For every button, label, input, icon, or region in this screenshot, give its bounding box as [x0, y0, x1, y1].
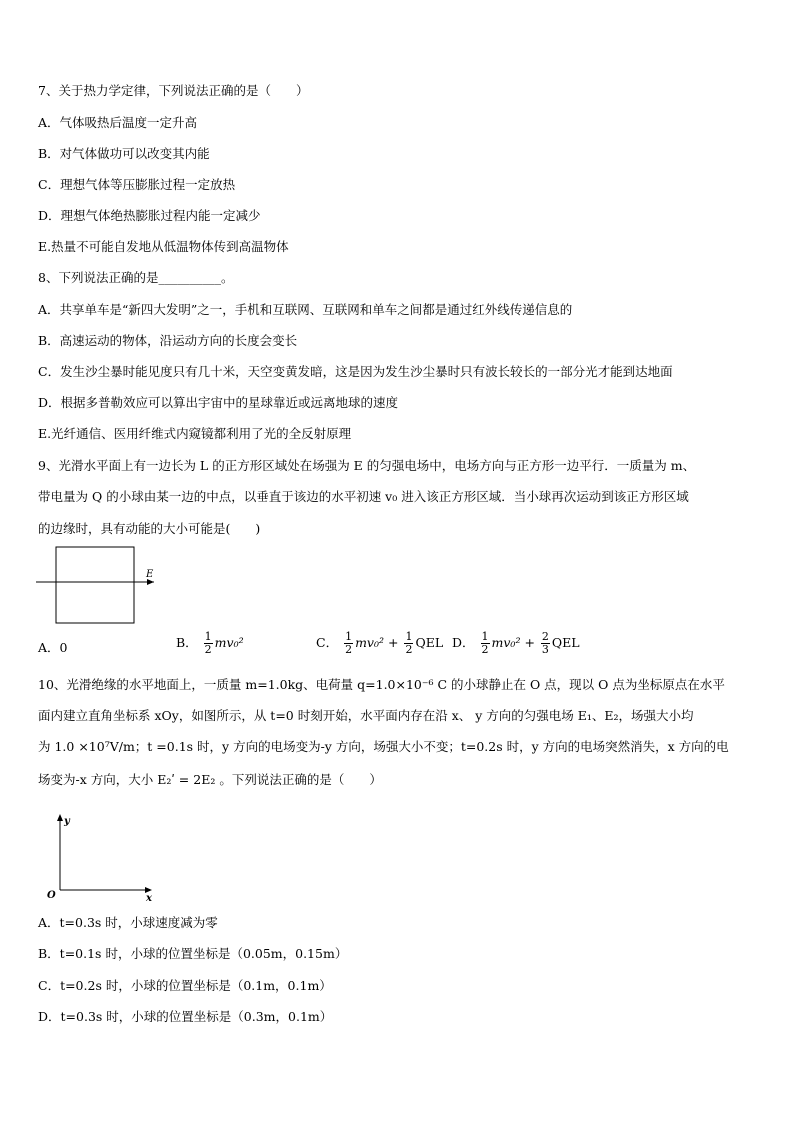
numerator: 1	[204, 630, 212, 643]
denominator: 2	[405, 643, 413, 656]
q9-stem-line2: 带电量为 Q 的小球由某一边的中点，以垂直于该边的水平初速 v₀ 进入该正方形区域．当小球再次运动到该正方形区域	[38, 489, 689, 504]
q9-options	[0, 631, 794, 665]
q8-option-e: E.光纤通信、医用纤维式内窥镜都利用了光的全反射原理	[38, 426, 352, 441]
y-axis-label: y	[64, 816, 70, 827]
fraction	[404, 631, 413, 656]
arrow-icon	[57, 814, 63, 821]
q8-stem: 8、下列说法正确的是__________。	[38, 270, 234, 285]
q10-option-c: C．t=0.2s 时，小球的位置坐标是（0.1m，0.1m）	[38, 978, 332, 993]
q9-square-field-figure	[36, 540, 166, 630]
q10-stem-line4: 场变为-x 方向，大小 E₂ʹ = 2E₂ 。下列说法正确的是（ ）	[38, 772, 382, 787]
square-region	[56, 547, 134, 623]
q10-coordinate-figure	[40, 810, 160, 902]
denominator: 2	[204, 643, 212, 656]
x-axis-label: x	[146, 893, 152, 902]
q8-option-d: D．根据多普勒效应可以算出宇宙中的星球靠近或远离地球的速度	[38, 395, 399, 410]
q8-option-c: C．发生沙尘暴时能见度只有几十米，天空变黄发暗，这是因为发生沙尘暴时只有波长较长的一部分光才能到达地面	[38, 364, 673, 379]
q9-option-b	[176, 631, 244, 656]
plus-sign: +	[524, 635, 535, 650]
q9-stem-line3: 的边缘时，具有动能的大小可能是( )	[38, 521, 261, 536]
qel-term: QEL	[415, 635, 444, 650]
mv-term: mv₀²	[214, 635, 244, 650]
numerator: 1	[481, 630, 489, 643]
q7-option-d: D．理想气体绝热膨胀过程内能一定减少	[38, 208, 261, 223]
denominator: 2	[345, 643, 353, 656]
mv-term: mv₀²	[491, 635, 521, 650]
fraction	[344, 631, 353, 656]
q10-option-a: A．t=0.3s 时，小球速度减为零	[38, 915, 218, 930]
option-label: D．	[452, 635, 475, 650]
q7-option-c: C．理想气体等压膨胀过程一定放热	[38, 177, 236, 192]
field-label: E	[146, 569, 154, 580]
q9-stem-line1: 9、光滑水平面上有一边长为 L 的正方形区域处在场强为 E 的匀强电场中，电场方向与正方形一边平行．一质量为 m、	[38, 458, 696, 473]
q9-option-c	[316, 631, 443, 656]
q9-option-d	[452, 631, 580, 656]
numerator: 1	[345, 630, 353, 643]
numerator: 1	[405, 630, 413, 643]
q7-stem: 7、关于热力学定律，下列说法正确的是（ ）	[38, 83, 309, 98]
fraction	[481, 631, 490, 656]
q10-stem-line1: 10、光滑绝缘的水平地面上，一质量 m=1.0kg、电荷量 q=1.0×10⁻⁶ C 的小球静止在 O 点，现以 O 点为坐标原点在水平	[38, 677, 725, 692]
option-label: C．	[316, 635, 339, 650]
q10-stem-line3: 为 1.0 ×10⁷V/m；t =0.1s 时，y 方向的电场变为-y 方向，场强大小不变；t=0.2s 时，y 方向的电场突然消失，x 方向的电	[38, 739, 729, 754]
plus-sign: +	[387, 635, 399, 650]
mv-term: mv₀²	[355, 635, 384, 650]
q7-option-b: B．对气体做功可以改变其内能	[38, 146, 210, 161]
denominator: 2	[481, 643, 489, 656]
q8-option-b: B．高速运动的物体，沿运动方向的长度会变长	[38, 333, 298, 348]
origin-label: O	[47, 890, 56, 901]
q7-option-a: A．气体吸热后温度一定升高	[38, 115, 198, 130]
fraction	[541, 631, 550, 656]
numerator: 2	[541, 630, 549, 643]
qel-term: QEL	[551, 635, 580, 650]
denominator: 3	[541, 643, 549, 656]
fraction	[204, 631, 213, 656]
q9-option-a: A．0	[38, 640, 68, 655]
option-label: B．	[176, 635, 198, 650]
q7-option-e: E.热量不可能自发地从低温物体传到高温物体	[38, 239, 289, 254]
q10-option-b: B．t=0.1s 时，小球的位置坐标是（0.05m，0.15m）	[38, 946, 348, 961]
q8-option-a: A．共享单车是“新四大发明”之一，手机和互联网、互联网和单车之间都是通过红外线传递信息的	[38, 302, 573, 317]
q10-option-d: D．t=0.3s 时，小球的位置坐标是（0.3m，0.1m）	[38, 1009, 333, 1024]
q10-stem-line2: 面内建立直角坐标系 xOy，如图所示，从 t=0 时刻开始，水平面内存在沿 x、 y 方向的匀强电场 E₁、E₂，场强大小均	[38, 708, 694, 723]
